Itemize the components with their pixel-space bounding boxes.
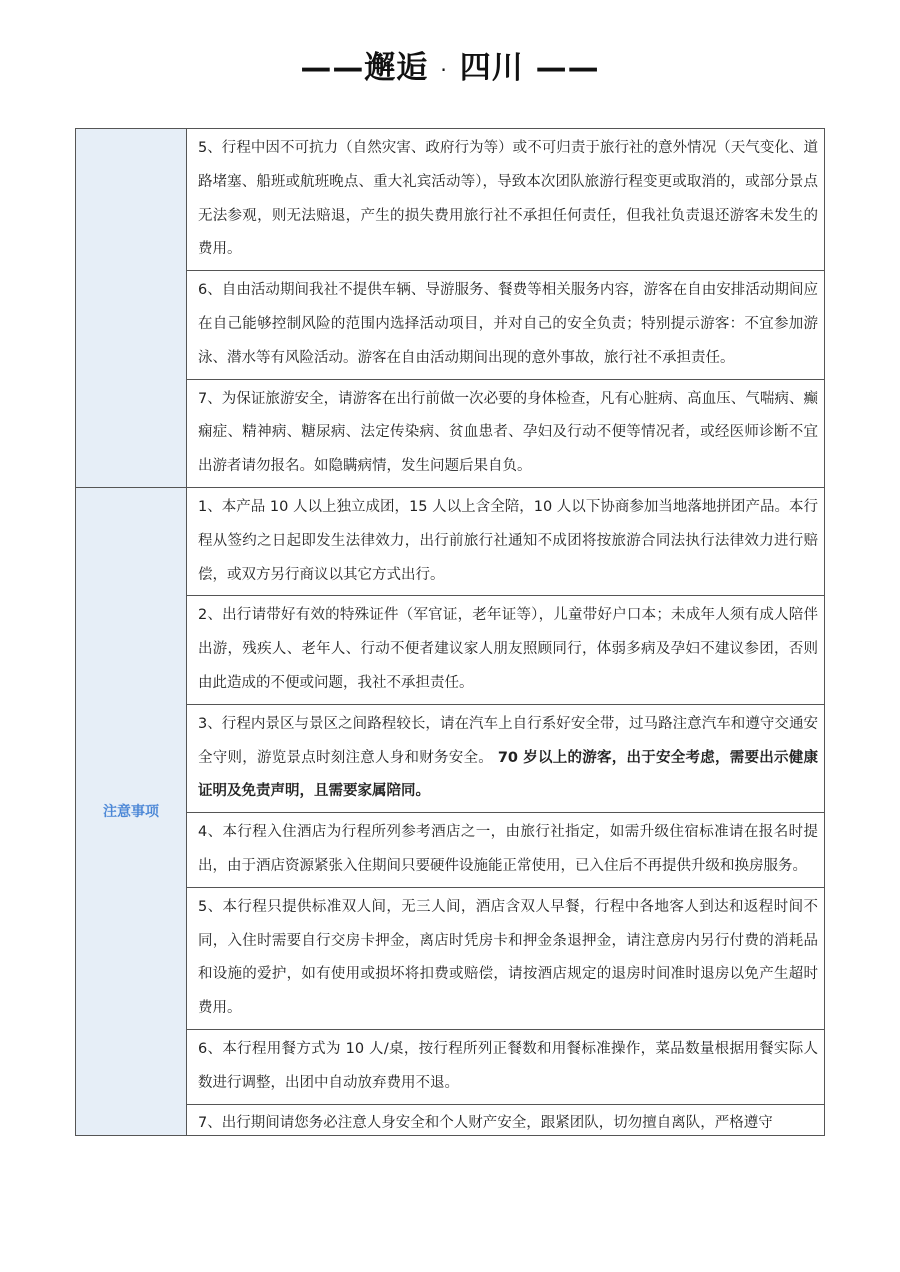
item-text: 6、本行程用餐方式为 10 人/桌，按行程所列正餐数和用餐标准操作，菜品数量根据用餐实际人数进行调整，出团中自动放弃费用不退。	[198, 1040, 818, 1091]
list-item	[187, 1104, 825, 1135]
item-text: 3、行程内景区与景区之间路程较长，请在汽车上自行系好安全带，过马路注意汽车和遵守交通安全守则，游览景点时刻注意人身和财务安全。	[198, 715, 818, 766]
table-row	[76, 379, 825, 487]
list-item	[187, 596, 825, 704]
item-text: 6、自由活动期间我社不提供车辆、导游服务、餐费等相关服务内容，游客在自由安排活动期间应在自己能够控制风险的范围内选择活动项目，并对自己的安全负责；特别提示游客：不宜参加游泳、潜水等有风险活动。游客在自由活动期间出现的意外事故，旅行社不承担责任。	[198, 282, 818, 366]
list-item	[187, 379, 825, 487]
item-text: 4、本行程入住酒店为行程所列参考酒店之一，由旅行社指定，如需升级住宿标准请在报名时提出，由于酒店资源紧张入住期间只要硬件设施能正常使用，已入住后不再提供升级和换房服务。	[198, 824, 818, 874]
table-row	[76, 487, 825, 595]
item-text: 2、出行请带好有效的特殊证件（军官证，老年证等），儿童带好户口本；未成年人须有成人陪伴出游，残疾人、老年人、行动不便者建议家人朋友照顾同行，体弱多病及孕妇不建议参团，否则由此造成的不便或问题，我社不承担责任。	[198, 607, 818, 691]
itinerary-table	[75, 128, 825, 1136]
section-side-cell	[76, 129, 187, 488]
list-item	[187, 813, 825, 888]
item-text: 5、本行程只提供标准双人间，无三人间，酒店含双人早餐，行程中各地客人到达和返程时间不同，入住时需要自行交房卡押金，离店时凭房卡和押金条退押金，请注意房内另行付费的消耗品和设施的爱护，如有使用或损坏将扣费或赔偿，请按酒店规定的退房时间准时退房以免产生超时费用。	[198, 898, 818, 1017]
title-dot: ·	[440, 57, 448, 82]
table-row	[76, 129, 825, 271]
item-text-with-warning	[198, 708, 818, 809]
table-row	[76, 271, 825, 379]
table-row	[76, 887, 825, 1029]
list-item	[187, 129, 825, 271]
age-warning-text: 70 岁以上的游客，出于安全考虑，需要出示健康证明及免责声明，且需要家属陪同。	[198, 749, 818, 800]
item-text: 5、行程中因不可抗力（自然灾害、政府行为等）或不可归责于旅行社的意外情况（天气变化、道路堵塞、船班或航班晚点、重大礼宾活动等），导致本次团队旅游行程变更或取消的，或部分景点无法参观，则无法赔退，产生的损失费用旅行社不承担任何责任，但我社负责退还游客未发生的费用。	[198, 140, 818, 258]
list-item	[187, 704, 825, 812]
list-item	[187, 1029, 825, 1104]
item-text: 7、为保证旅游安全，请游客在出行前做一次必要的身体检查，凡有心脏病、高血压、气喘病、癫痫症、精神病、糖尿病、法定传染病、贫血患者、孕妇及行动不便等情况者，或经医师诊断不宜出游者请勿报名。如隐瞒病情，发生问题后果自负。	[198, 390, 818, 475]
section-label-notes: 注意事项	[103, 804, 159, 821]
list-item	[187, 887, 825, 1029]
table-row	[76, 1029, 825, 1104]
table-row	[76, 1104, 825, 1135]
page-title	[0, 46, 900, 92]
table-row	[76, 596, 825, 704]
title-place: 四川 ——	[459, 50, 600, 86]
table-row	[76, 813, 825, 888]
section-side-cell	[76, 487, 187, 1135]
item-text: 7、出行期间请您务必注意人身安全和个人财产安全，跟紧团队，切勿擅自离队，严格遵守	[198, 1114, 773, 1131]
table-row	[76, 704, 825, 812]
list-item	[187, 487, 825, 595]
item-text: 1、本产品 10 人以上独立成团，15 人以上含全陪，10 人以下协商参加当地落地拼团产品。本行程从签约之日起即发生法律效力，出行前旅行社通知不成团将按旅游合同法执行法律效力进行赔偿，或双方另行商议以其它方式出行。	[198, 498, 818, 583]
title-main: ——邂逅	[300, 50, 429, 86]
list-item	[187, 271, 825, 379]
